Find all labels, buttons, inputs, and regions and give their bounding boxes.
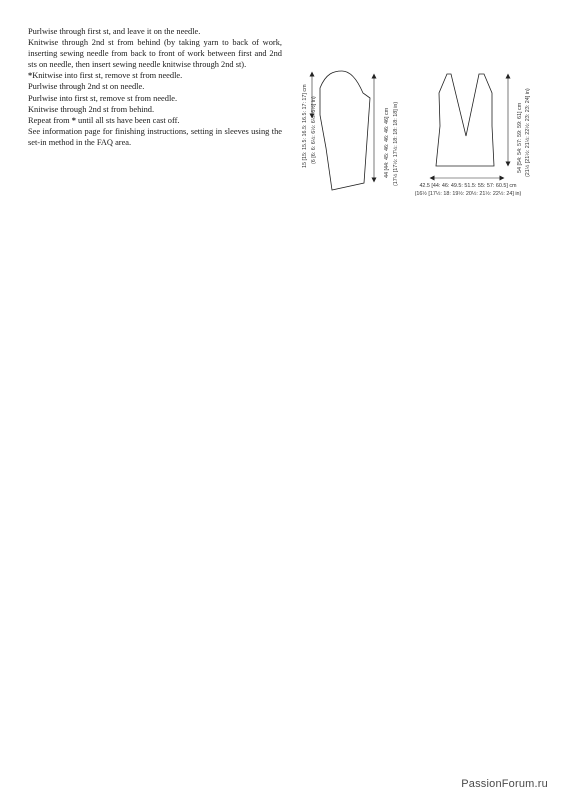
- schematic-diagrams: [290, 28, 538, 218]
- watermark: PassionForum.ru: [461, 778, 548, 790]
- instruction-line-text: Knitwise into first st, remove st from needle.: [32, 71, 183, 81]
- sleeve-outline: [320, 71, 370, 190]
- instruction-line: Knitwise through 2nd st from behind (by taking yarn to back of work, inserting sewing needle from back to front of work between first and 2nd sts on needle, then insert sewing needle knitwise through 2nd st).: [28, 38, 282, 70]
- schematic-svg: [290, 28, 538, 218]
- body-length-label-in: (21½ [21½: 21½: 22½: 23: 23: 24] in): [525, 88, 531, 177]
- instruction-line: Purlwise through 2nd st on needle.: [28, 82, 145, 92]
- instructions-text: [28, 26, 282, 148]
- repeat-text: Repeat from: [28, 115, 70, 125]
- sleeve-cap-label-in: (6 [6: 6: 6½: 6½: 6½: 6½] in): [311, 96, 317, 164]
- instruction-line: [28, 70, 282, 81]
- sleeve-length-label-in: (17½ [17½: 17½: 18: 18: 18: 18] in): [393, 101, 399, 186]
- body-outline: [436, 74, 494, 166]
- body-width-label: 42.5 [44: 46: 49.5: 51.5: 55: 57: 60.5] cm: [419, 183, 517, 189]
- instruction-line: [28, 115, 282, 126]
- star-marker: *: [71, 115, 76, 125]
- sleeve-cap-label: 15 [15: 15.5: 16.5: 16.5: 17: 17] cm: [302, 84, 308, 168]
- sleeve-length-label: 44 [44: 45: 46: 46: 46: 46] cm: [384, 107, 390, 178]
- instruction-line: Purlwise into first st, remove st from needle.: [28, 93, 178, 103]
- star-marker: *: [28, 71, 33, 81]
- instruction-line: Knitwise through 2nd st from behind.: [28, 104, 155, 114]
- body-width-label-in: (16½ [17½: 18: 19½: 20½: 21½: 22½: 24] in): [414, 191, 522, 197]
- body-length-label: 54 [54: 54: 57: 59: 59: 61] cm: [517, 102, 523, 173]
- repeat-text-end: until all sts have been cast off.: [78, 115, 180, 125]
- instruction-line: Purlwise through first st, and leave it on the needle.: [28, 27, 201, 36]
- instruction-line: See information page for finishing instructions, setting in sleeves using the set-in method in the FAQ area.: [28, 126, 282, 147]
